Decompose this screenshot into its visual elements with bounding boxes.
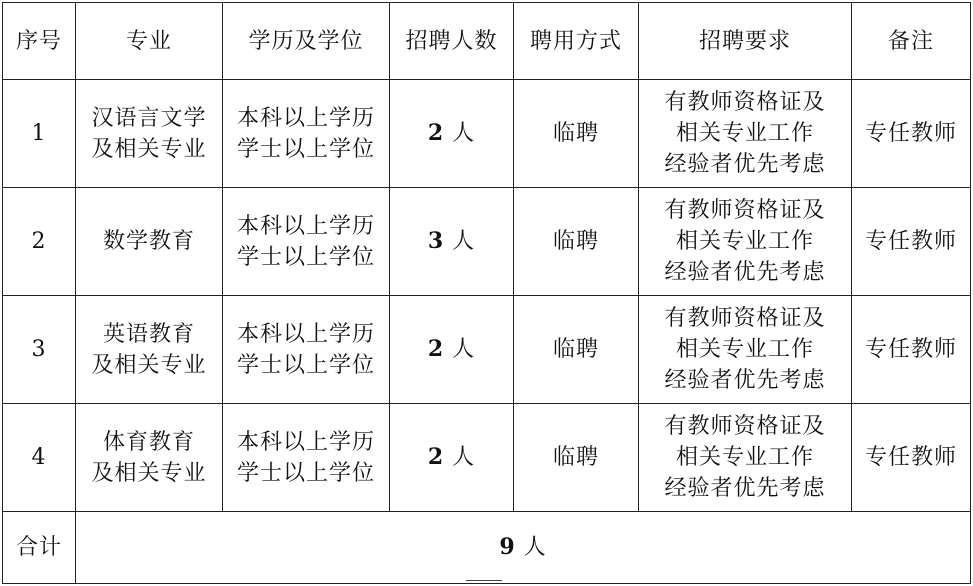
degree-line: 本科以上学历 [236, 321, 375, 347]
major-line: 数学教育 [102, 229, 195, 254]
header-no: 序号 [3, 3, 76, 80]
row-number: 3 [3, 296, 76, 404]
requirement-line: 经验者优先考虑 [664, 476, 826, 501]
table-row [3, 80, 971, 188]
count-unit: 人 [452, 445, 476, 470]
method-cell: 临聘 [514, 296, 639, 404]
requirement-line: 有教师资格证及 [664, 414, 826, 439]
count-cell [390, 296, 514, 404]
major-line: 英语教育 [102, 321, 195, 347]
note-cell: 专任教师 [852, 80, 971, 188]
count-cell [390, 404, 514, 512]
count-number: 2 [427, 336, 445, 362]
requirement-line: 相关专业工作 [675, 337, 814, 362]
count-cell [390, 188, 514, 296]
table-row [3, 296, 971, 404]
major-cell [76, 80, 223, 188]
major-line: 体育教育 [102, 429, 195, 455]
note-cell: 专任教师 [852, 296, 971, 404]
row-number: 1 [3, 80, 76, 188]
total-number: 9 [499, 534, 516, 560]
recruitment-table [2, 2, 971, 584]
count-unit: 人 [452, 121, 476, 146]
requirements-cell [639, 296, 852, 404]
requirement-line: 相关专业工作 [675, 121, 814, 146]
major-cell [76, 188, 223, 296]
header-note: 备注 [852, 3, 971, 80]
header-row [3, 3, 971, 80]
major-cell [76, 296, 223, 404]
major-line: 及相关专业 [91, 136, 207, 162]
header-count: 招聘人数 [390, 3, 514, 80]
requirement-line: 有教师资格证及 [664, 90, 826, 115]
row-number: 4 [3, 404, 76, 512]
count-cell [390, 80, 514, 188]
count-number: 3 [427, 228, 445, 254]
count-unit: 人 [452, 337, 476, 362]
requirement-line: 相关专业工作 [675, 229, 814, 254]
total-value-cell [76, 512, 971, 584]
degree-line: 学士以上学位 [236, 136, 375, 162]
header-major: 专业 [76, 3, 223, 80]
degree-line: 本科以上学历 [236, 105, 375, 131]
major-cell [76, 404, 223, 512]
count-unit: 人 [452, 229, 476, 254]
header-degree: 学历及学位 [223, 3, 390, 80]
degree-line: 本科以上学历 [236, 429, 375, 455]
count-number: 2 [427, 120, 445, 146]
method-cell: 临聘 [514, 188, 639, 296]
major-line: 汉语言文学 [91, 105, 207, 131]
requirements-cell [639, 188, 852, 296]
degree-cell [223, 404, 390, 512]
requirement-line: 有教师资格证及 [664, 198, 826, 223]
total-row [3, 512, 971, 584]
row-number: 2 [3, 188, 76, 296]
requirement-line: 经验者优先考虑 [664, 260, 826, 285]
header-method: 聘用方式 [514, 3, 639, 80]
degree-cell [223, 296, 390, 404]
degree-line: 学士以上学位 [236, 244, 375, 270]
requirement-line: 有教师资格证及 [664, 306, 826, 331]
major-line: 及相关专业 [91, 352, 207, 378]
note-cell: 专任教师 [852, 188, 971, 296]
requirements-cell [639, 80, 852, 188]
note-cell: 专任教师 [852, 404, 971, 512]
requirement-line: 经验者优先考虑 [664, 152, 826, 177]
count-number: 2 [427, 444, 445, 470]
degree-line: 本科以上学历 [236, 213, 375, 239]
total-unit: 人 [523, 535, 547, 560]
table-row [3, 188, 971, 296]
header-requirements: 招聘要求 [639, 3, 852, 80]
page-edge-mark [466, 580, 502, 584]
degree-line: 学士以上学位 [236, 352, 375, 378]
degree-cell [223, 80, 390, 188]
degree-line: 学士以上学位 [236, 460, 375, 486]
degree-cell [223, 188, 390, 296]
major-line: 及相关专业 [91, 460, 207, 486]
method-cell: 临聘 [514, 80, 639, 188]
table-row [3, 404, 971, 512]
requirement-line: 经验者优先考虑 [664, 368, 826, 393]
method-cell: 临聘 [514, 404, 639, 512]
total-label: 合计 [3, 512, 76, 584]
requirements-cell [639, 404, 852, 512]
requirement-line: 相关专业工作 [675, 445, 814, 470]
